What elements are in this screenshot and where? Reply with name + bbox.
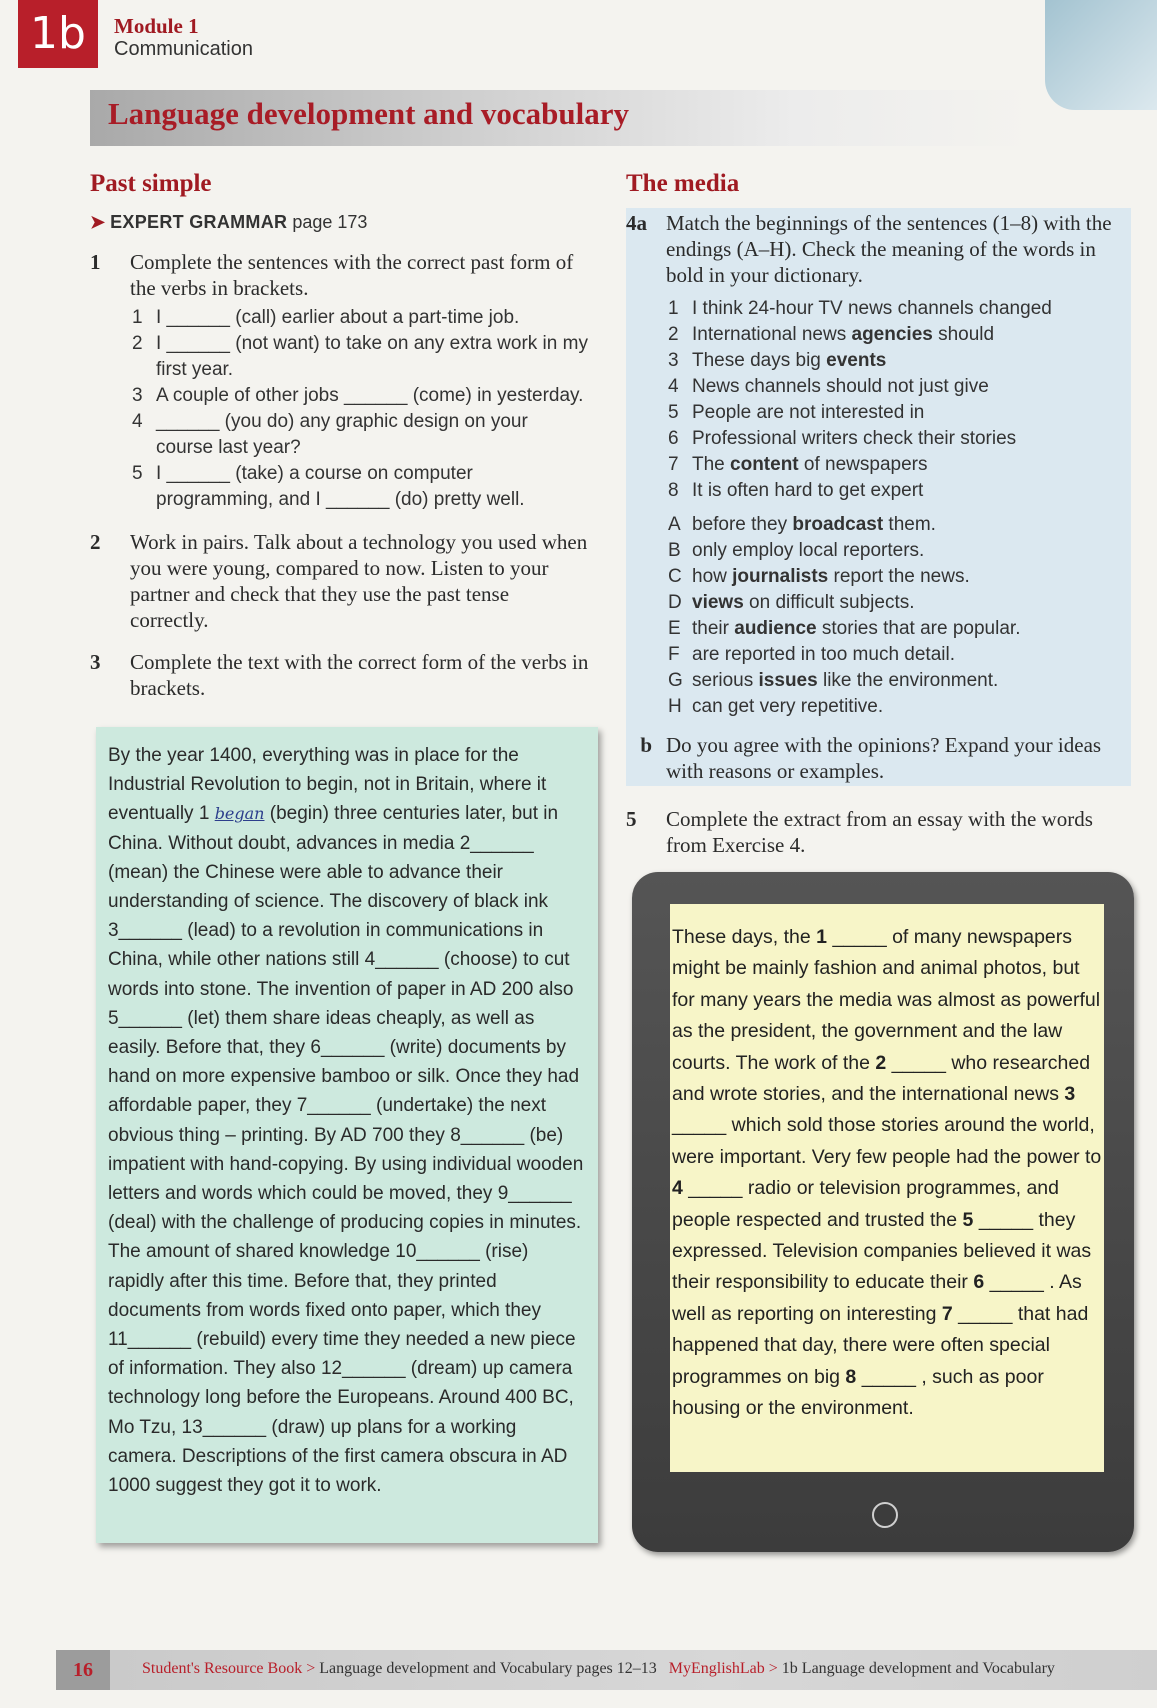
reading-text: By the year 1400, everything was in place for the Industrial Revolution to begin, not in Britain, where it eventually 1 xyxy=(108,745,547,825)
essay-text: _____ , such as poor housing or the environment. xyxy=(672,1365,1044,1420)
expert-grammar-reference[interactable] xyxy=(90,212,590,233)
essay-text: _____ radio or television programmes, and people respected and trusted the xyxy=(672,1177,1059,1231)
item-letter: B xyxy=(668,540,681,561)
list-item xyxy=(668,322,1131,348)
task-4b xyxy=(626,732,1131,784)
item-text: their xyxy=(692,618,735,639)
essay-text: _____ they expressed. Television companies believed it was their responsibility to educate their xyxy=(672,1208,1092,1294)
item-text: before they xyxy=(692,514,793,535)
task-instruction: Complete the text with the correct form of the verbs in brackets. xyxy=(130,650,589,700)
list-item xyxy=(668,564,1131,590)
item-text: like the environment. xyxy=(817,670,999,691)
list-item xyxy=(668,296,1131,322)
item-text: them. xyxy=(883,514,936,535)
item-text: I ______ (not want) to take on any extra work in my first year. xyxy=(156,333,588,380)
list-item xyxy=(132,331,590,383)
item-number: 1 xyxy=(132,307,143,328)
item-text: I ______ (call) earlier about a part-time job. xyxy=(156,307,520,328)
list-item xyxy=(668,642,1131,668)
item-text: should xyxy=(932,324,995,345)
essay-text: _____ who researched and wrote stories, and the international news xyxy=(672,1051,1091,1106)
item-number: 3 xyxy=(668,350,679,371)
essay-text: _____ of many newspapers might be mainly fashion and animal photos, but for many years the media was almost as powerful as the president, the government and the law courts. The work of the xyxy=(672,926,1101,1074)
separator: > xyxy=(764,1660,782,1677)
task-number: b xyxy=(640,733,652,757)
item-number: 1 xyxy=(668,298,679,319)
reading-text-box xyxy=(96,727,598,1543)
reading-text: (begin) three centuries later, but in China. Without doubt, advances in media 2______ (mean) the Chinese were able to advance their understanding of science. The discovery of black ink 3______ (lead) to a revolution in communications in China, while other nations still 4______ (choose) to cut words into stone. The invention of paper in AD 200 also 5______ (let) them share ideas cheaply, as well as easily. Before that, they 6______ (write) documents by hand on more expensive bamboo or silk. Once they had affordable paper, they 7______ (undertake) the next obvious thing – printing. By AD 700 they 8______ (be) impatient with hand-copying. By using individual wooden letters and words which could be moved, they 9______ (deal) with the challenge of producing copies in minutes. The amount of shared knowledge 10______ (rise) rapidly after this time. Before that, they printed documents from words fixed onto paper, which they 11______ (rebuild) every time they needed a new piece of information. They also 12______ (dream) up camera technology long before the Europeans. Around 400 BC, Mo Tzu, 13______ (draw) up plans for a working camera. Descriptions of the first camera obscura in AD 1000 suggest they got it to work. xyxy=(108,803,584,1497)
list-item xyxy=(668,426,1131,452)
module-title: Communication xyxy=(114,38,253,60)
task-1 xyxy=(90,249,590,301)
item-letter: H xyxy=(668,696,682,717)
gap-number: 3 xyxy=(1064,1083,1076,1106)
gap-number: 1 xyxy=(816,926,828,948)
item-letter: G xyxy=(668,670,683,691)
item-text: Professional writers check their stories xyxy=(692,428,1017,449)
sentence-endings xyxy=(668,512,1131,720)
left-column xyxy=(90,170,590,701)
gap-number: 4 xyxy=(672,1177,683,1200)
task-instruction: Match the beginnings of the sentences (1–8) with the endings (A–H). Check the meaning of the words in bold in your dictionary. xyxy=(666,211,1112,287)
item-number: 8 xyxy=(668,480,679,501)
item-text: These days big xyxy=(692,350,827,371)
item-text: can get very repetitive. xyxy=(692,696,884,717)
item-text: stories that are popular. xyxy=(816,618,1021,639)
list-item xyxy=(668,616,1131,642)
item-text: People are not interested in xyxy=(692,402,925,423)
page-number: 16 xyxy=(56,1650,110,1690)
item-text: of newspapers xyxy=(798,454,928,475)
bold-word: views xyxy=(692,592,744,613)
reference-label: EXPERT GRAMMAR xyxy=(110,212,288,232)
item-text: I ______ (take) a course on computer programming, and I ______ (do) pretty well. xyxy=(156,463,525,510)
item-letter: E xyxy=(668,618,681,639)
item-number: 6 xyxy=(668,428,679,449)
separator: > xyxy=(302,1660,320,1677)
list-item xyxy=(668,400,1131,426)
bold-word: broadcast xyxy=(792,514,884,535)
section-title: Language development and vocabulary xyxy=(108,96,630,131)
task-number: 3 xyxy=(90,650,101,674)
myenglishlab-item: 1b Language development and Vocabulary xyxy=(781,1660,1055,1677)
task-number: 1 xyxy=(90,250,101,274)
bold-word: journalists xyxy=(732,566,829,587)
list-item xyxy=(132,305,590,331)
list-item xyxy=(668,512,1131,538)
essay-text: _____ which sold those stories around the world, were important. Very few people had the power to xyxy=(672,1114,1102,1168)
item-number: 7 xyxy=(668,454,679,475)
gap-number: 8 xyxy=(845,1365,857,1388)
item-text: ______ (you do) any graphic design on your course last year? xyxy=(156,411,528,458)
item-text: only employ local reporters. xyxy=(692,540,925,561)
task-4a xyxy=(626,210,1131,288)
task-3 xyxy=(90,649,590,701)
handwritten-answer: began xyxy=(214,804,265,824)
item-text: serious xyxy=(692,670,759,691)
item-text: I think 24-hour TV news channels changed xyxy=(692,298,1052,319)
task-number: 4a xyxy=(626,211,647,235)
item-number: 4 xyxy=(132,411,143,432)
module-label: Module 1 xyxy=(114,14,199,38)
bold-word: agencies xyxy=(851,324,933,345)
tablet-home-button-icon xyxy=(872,1502,898,1528)
item-text: It is often hard to get expert xyxy=(692,480,924,501)
task-5 xyxy=(626,806,1131,858)
task-number: 5 xyxy=(626,807,637,831)
item-number: 5 xyxy=(132,463,143,484)
myenglishlab-link[interactable]: MyEnglishLab xyxy=(668,1660,765,1677)
essay-text: _____ that had happened that day, there were often special programmes on big xyxy=(672,1302,1089,1388)
list-item xyxy=(668,452,1131,478)
item-text: A couple of other jobs ______ (come) in yesterday. xyxy=(156,385,584,406)
list-item xyxy=(668,668,1131,694)
list-item xyxy=(668,694,1131,720)
bold-word: events xyxy=(826,350,887,371)
sentence-beginnings xyxy=(668,296,1131,720)
footer-links xyxy=(142,1660,1055,1678)
the-media-heading: The media xyxy=(626,170,740,197)
item-number: 2 xyxy=(132,333,143,354)
task-instruction: Work in pairs. Talk about a technology you used when you were young, compared to now. Listen to your partner and check that they use the past tense correctly. xyxy=(130,530,588,632)
item-text: on difficult subjects. xyxy=(743,592,915,613)
item-number: 2 xyxy=(668,324,679,345)
essay-extract xyxy=(672,922,1102,1425)
resource-book-pages: Language development and Vocabulary pages 12–13 xyxy=(319,1660,657,1677)
list-item xyxy=(668,538,1131,564)
item-text: International news xyxy=(692,324,852,345)
item-letter: D xyxy=(668,592,682,613)
task-2 xyxy=(90,529,590,633)
item-number: 4 xyxy=(668,376,679,397)
unit-badge: 1b xyxy=(18,0,98,68)
gap-number: 7 xyxy=(941,1302,953,1325)
task-instruction: Complete the sentences with the correct past form of the verbs in brackets. xyxy=(130,250,574,300)
essay-text: _____ . As well as reporting on interesting xyxy=(672,1271,1082,1325)
item-text: are reported in too much detail. xyxy=(692,644,955,665)
bold-word: audience xyxy=(734,618,817,639)
right-column xyxy=(626,170,1131,858)
item-letter: F xyxy=(668,644,680,665)
item-text: The xyxy=(692,454,731,475)
essay-text: These days, the xyxy=(672,926,817,948)
list-item xyxy=(668,374,1131,400)
task-instruction: Do you agree with the opinions? Expand your ideas with reasons or examples. xyxy=(666,733,1102,783)
item-text: how xyxy=(692,566,733,587)
item-letter: C xyxy=(668,566,682,587)
item-text: News channels should not just give xyxy=(692,376,989,397)
reference-page: page 173 xyxy=(292,212,368,232)
list-item xyxy=(132,461,590,513)
list-item xyxy=(668,590,1131,616)
resource-book-link[interactable]: Student's Resource Book xyxy=(142,1660,303,1677)
bold-word: issues xyxy=(758,670,818,691)
task-number: 2 xyxy=(90,530,101,554)
list-item xyxy=(668,478,1131,504)
list-item xyxy=(668,348,1131,374)
item-letter: A xyxy=(668,514,681,535)
item-text: report the news. xyxy=(828,566,970,587)
list-item xyxy=(132,409,590,461)
item-number: 3 xyxy=(132,385,143,406)
chevron-right-icon: ➤ xyxy=(90,212,106,232)
gap-number: 2 xyxy=(875,1051,887,1074)
gap-number: 6 xyxy=(973,1271,985,1294)
list-item xyxy=(132,383,590,409)
header-photo xyxy=(1045,0,1157,110)
gap-number: 5 xyxy=(962,1208,974,1231)
item-number: 5 xyxy=(668,402,679,423)
bold-word: content xyxy=(730,454,799,475)
task-instruction: Complete the extract from an essay with the words from Exercise 4. xyxy=(666,807,1093,857)
past-simple-heading: Past simple xyxy=(90,170,212,197)
task-1-items xyxy=(132,305,590,513)
